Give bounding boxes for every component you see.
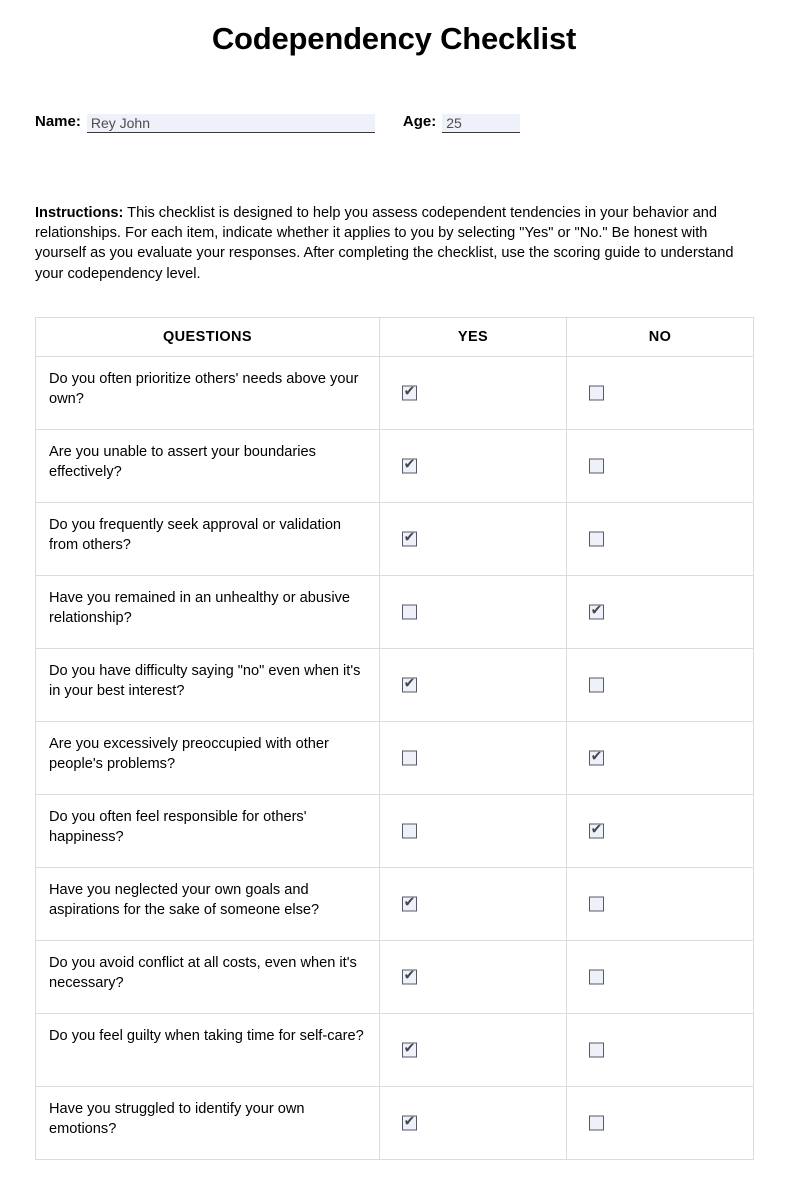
checkbox-no[interactable] xyxy=(589,386,604,401)
checkbox-no[interactable] xyxy=(589,821,604,839)
checkbox-yes[interactable] xyxy=(402,529,417,547)
question-text: Are you excessively preoccupied with other people's problems? xyxy=(36,722,380,795)
table-row xyxy=(36,941,754,1014)
check-icon: ✔ xyxy=(403,529,416,546)
checkbox-no-cell[interactable] xyxy=(567,795,754,868)
question-text: Do you often prioritize others' needs above your own? xyxy=(36,357,380,430)
checkbox-no-cell[interactable] xyxy=(567,503,754,576)
question-text: Do you often feel responsible for others' happiness? xyxy=(36,795,380,868)
check-icon: ✔ xyxy=(403,1113,416,1130)
checkbox-no-cell[interactable] xyxy=(567,430,754,503)
age-label: Age: xyxy=(402,113,437,130)
question-text: Do you frequently seek approval or validation from others? xyxy=(36,503,380,576)
checkbox-no-cell[interactable] xyxy=(567,868,754,941)
checkbox-no-cell[interactable] xyxy=(567,1087,754,1160)
checklist-table-wrapper xyxy=(35,317,753,1160)
checkbox-yes-cell[interactable] xyxy=(380,576,567,649)
table-row xyxy=(36,503,754,576)
checkbox-yes-cell[interactable] xyxy=(380,868,567,941)
table-row xyxy=(36,795,754,868)
name-input[interactable]: Rey John xyxy=(87,114,375,133)
checkbox-yes-cell[interactable] xyxy=(380,941,567,1014)
check-icon: ✔ xyxy=(590,602,603,619)
checkbox-no-cell[interactable] xyxy=(567,941,754,1014)
checkbox-no[interactable] xyxy=(589,748,604,766)
checkbox-no-cell[interactable] xyxy=(567,576,754,649)
name-label: Name: xyxy=(35,113,81,130)
question-text: Do you have difficulty saying "no" even when it's in your best interest? xyxy=(36,649,380,722)
checkbox-no[interactable] xyxy=(589,459,604,474)
checkbox-yes[interactable] xyxy=(402,1113,417,1131)
checkbox-yes-cell[interactable] xyxy=(380,722,567,795)
check-icon: ✔ xyxy=(403,675,416,692)
checkbox-no-cell[interactable] xyxy=(567,357,754,430)
question-text: Have you neglected your own goals and aspirations for the sake of someone else? xyxy=(36,868,380,941)
question-text: Do you feel guilty when taking time for self-care? xyxy=(36,1014,380,1087)
column-header-questions: QUESTIONS xyxy=(36,318,380,357)
checkbox-yes-cell[interactable] xyxy=(380,430,567,503)
checkbox-no-cell[interactable] xyxy=(567,649,754,722)
question-text: Do you avoid conflict at all costs, even when it's necessary? xyxy=(36,941,380,1014)
checkbox-yes[interactable] xyxy=(402,1040,417,1058)
column-header-no: NO xyxy=(567,318,754,357)
table-row xyxy=(36,868,754,941)
checkbox-yes[interactable] xyxy=(402,383,417,401)
instructions-paragraph xyxy=(35,203,747,285)
check-icon: ✔ xyxy=(403,1040,416,1057)
table-row xyxy=(36,649,754,722)
checkbox-no-cell[interactable] xyxy=(567,722,754,795)
table-row xyxy=(36,576,754,649)
checkbox-yes-cell[interactable] xyxy=(380,1014,567,1087)
checkbox-yes-cell[interactable] xyxy=(380,649,567,722)
table-row xyxy=(36,1014,754,1087)
page-title: Codependency Checklist xyxy=(211,21,577,56)
checkbox-yes-cell[interactable] xyxy=(380,795,567,868)
checkbox-no[interactable] xyxy=(589,1116,604,1131)
age-input[interactable]: 25 xyxy=(442,114,520,133)
checkbox-yes-cell[interactable] xyxy=(380,503,567,576)
checkbox-no[interactable] xyxy=(589,602,604,620)
checkbox-yes[interactable] xyxy=(402,824,417,839)
checkbox-yes[interactable] xyxy=(402,605,417,620)
check-icon: ✔ xyxy=(403,967,416,984)
checkbox-yes[interactable] xyxy=(402,456,417,474)
question-text: Are you unable to assert your boundaries effectively? xyxy=(36,430,380,503)
table-row xyxy=(36,722,754,795)
checkbox-yes[interactable] xyxy=(402,751,417,766)
check-icon: ✔ xyxy=(590,821,603,838)
check-icon: ✔ xyxy=(403,456,416,473)
instructions-label: Instructions: xyxy=(35,204,124,221)
table-row xyxy=(36,357,754,430)
checkbox-no[interactable] xyxy=(589,897,604,912)
checklist-table xyxy=(35,317,754,1160)
instructions-text: This checklist is designed to help you assess codependent tendencies in your behavior and relationships. For each item, indicate whether it applies to you by selecting "Yes" or "No." Be honest with yourself as you evaluate your responses. After completing the checklist, use the scoring guide to understand your codependency level. xyxy=(35,204,734,282)
identity-fields-row xyxy=(35,112,753,133)
question-text: Have you remained in an unhealthy or abusive relationship? xyxy=(36,576,380,649)
checkbox-no[interactable] xyxy=(589,970,604,985)
question-text: Have you struggled to identify your own emotions? xyxy=(36,1087,380,1160)
checkbox-yes[interactable] xyxy=(402,894,417,912)
check-icon: ✔ xyxy=(590,748,603,765)
checkbox-yes-cell[interactable] xyxy=(380,357,567,430)
table-header-row xyxy=(36,318,754,357)
checkbox-no[interactable] xyxy=(589,532,604,547)
checkbox-yes[interactable] xyxy=(402,675,417,693)
table-row xyxy=(36,1087,754,1160)
check-icon: ✔ xyxy=(403,383,416,400)
table-row xyxy=(36,430,754,503)
table-body xyxy=(36,357,754,1160)
column-header-yes: YES xyxy=(380,318,567,357)
checkbox-no[interactable] xyxy=(589,678,604,693)
table-head xyxy=(36,318,754,357)
checkbox-yes-cell[interactable] xyxy=(380,1087,567,1160)
check-icon: ✔ xyxy=(403,894,416,911)
checkbox-no[interactable] xyxy=(589,1043,604,1058)
checkbox-no-cell[interactable] xyxy=(567,1014,754,1087)
checkbox-yes[interactable] xyxy=(402,967,417,985)
